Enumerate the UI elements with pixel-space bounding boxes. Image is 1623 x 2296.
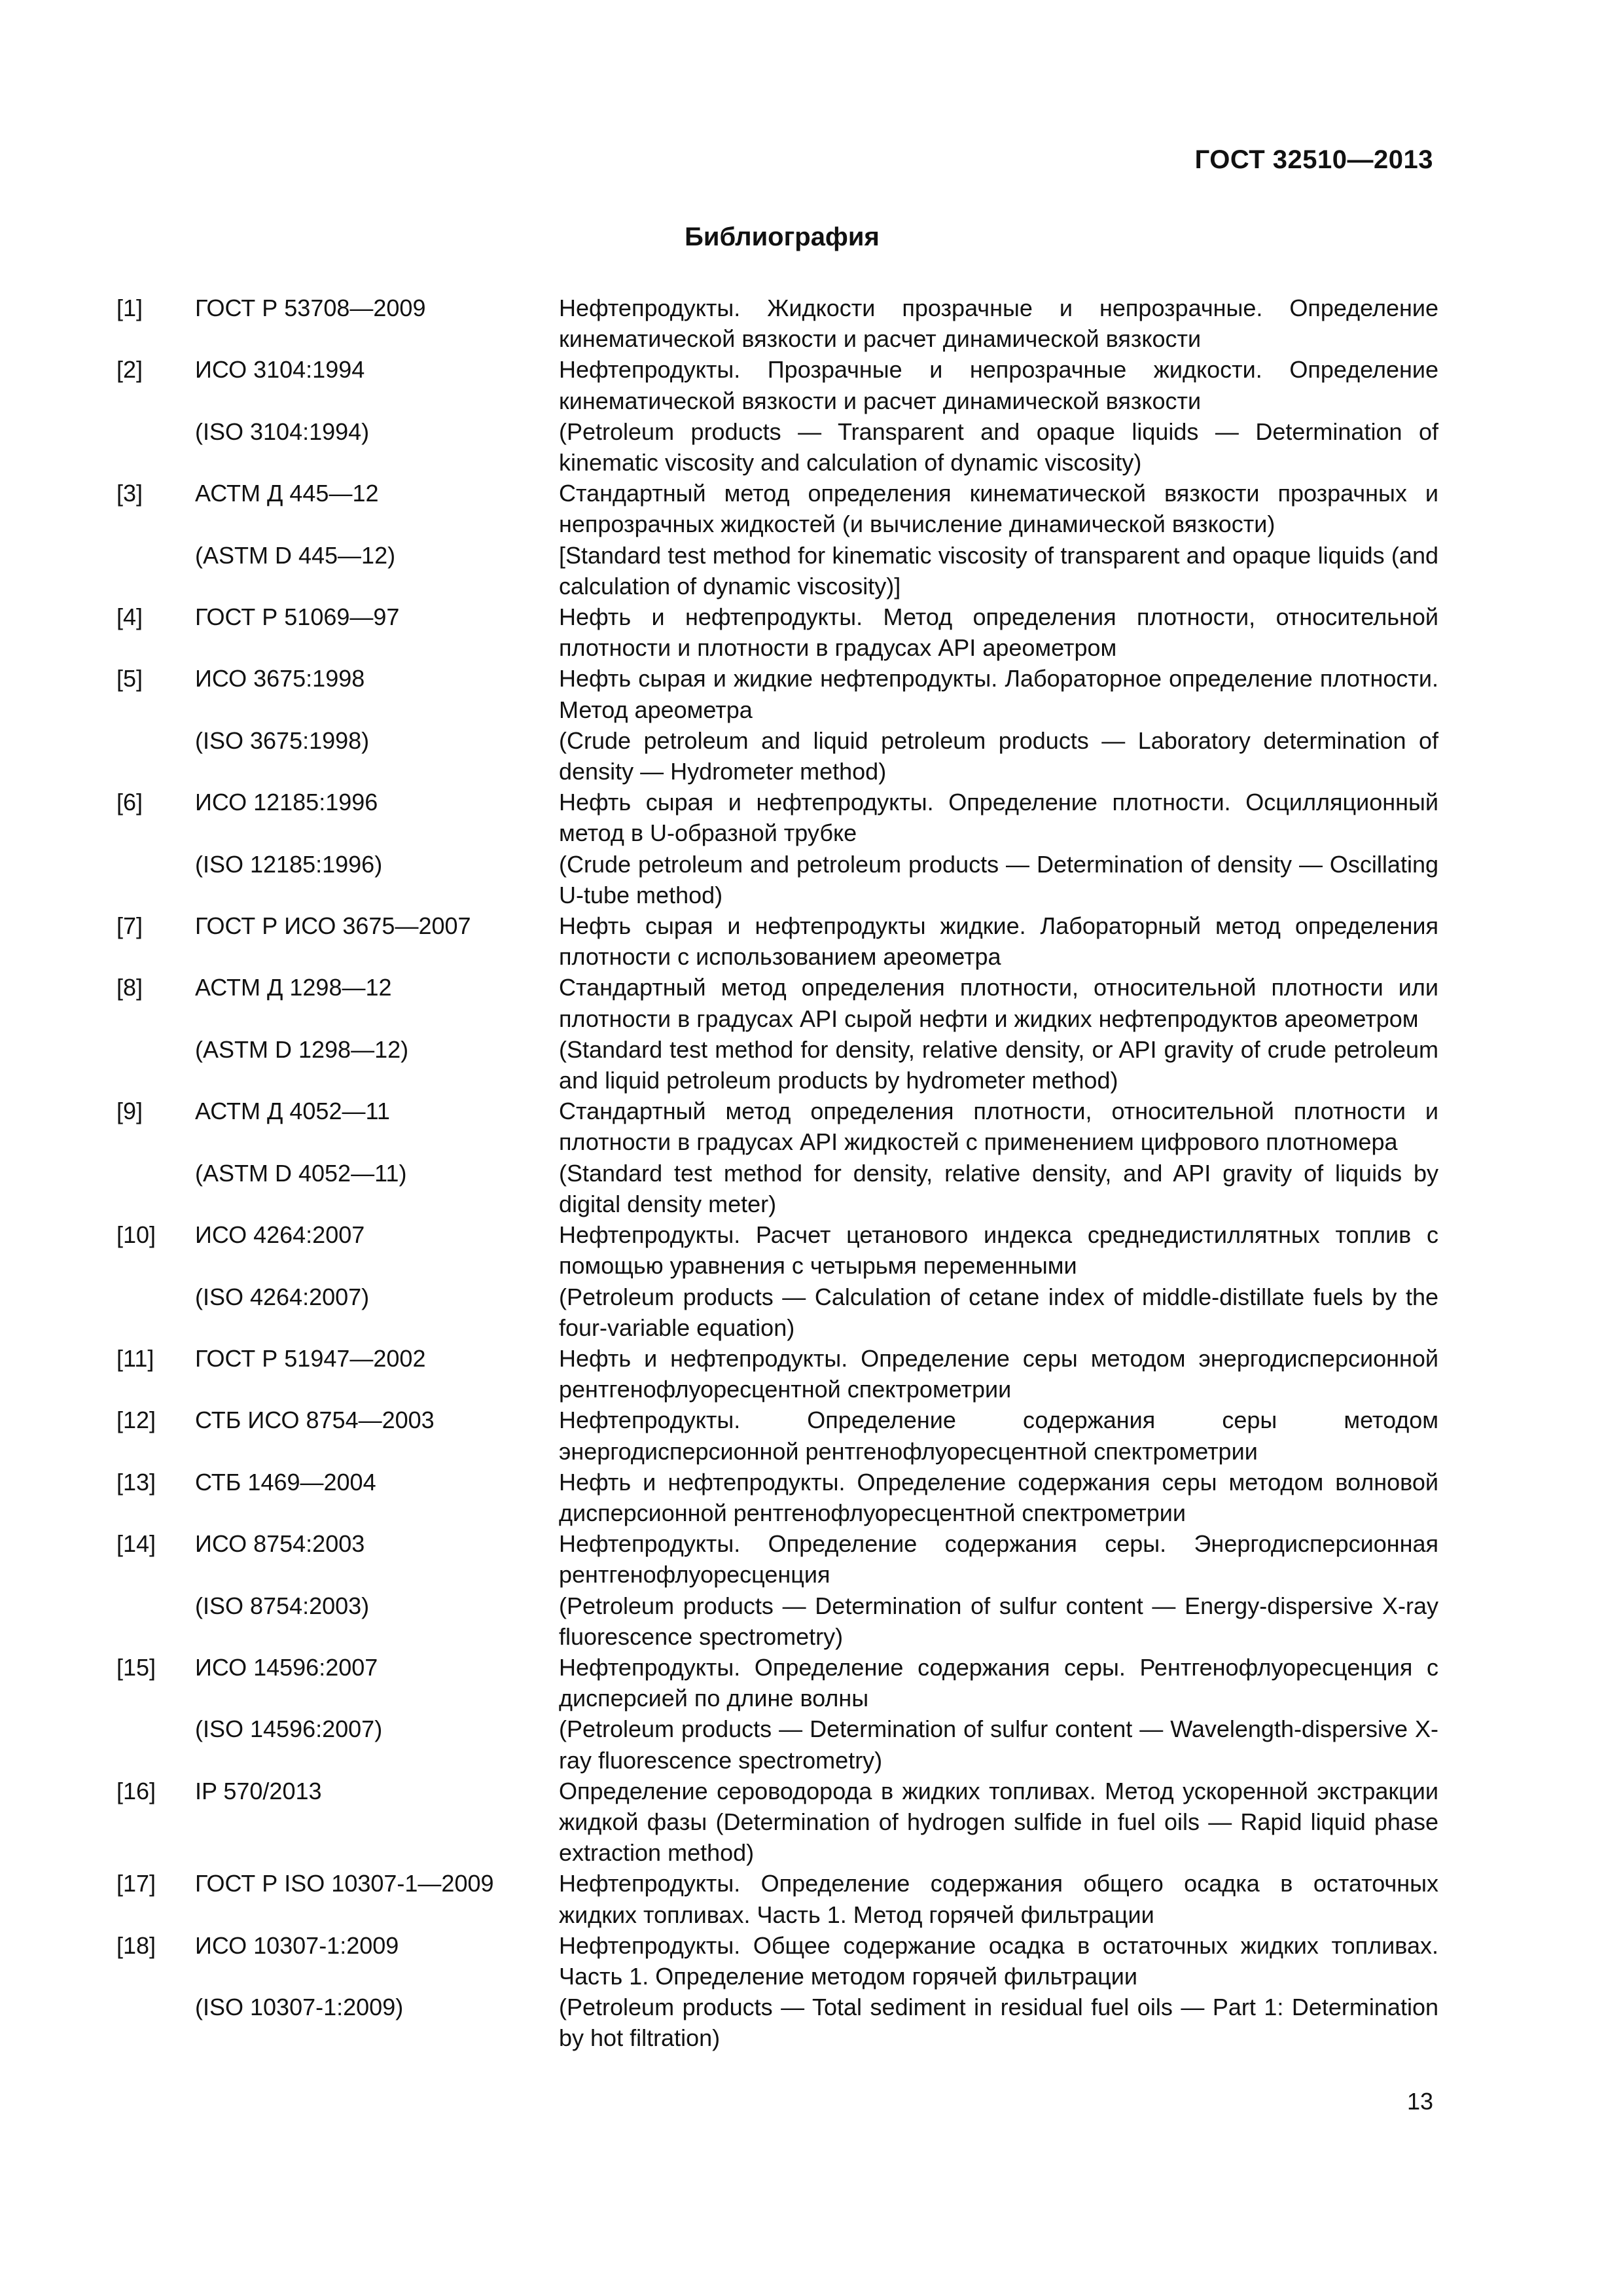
entry-number: [7]	[116, 912, 143, 940]
entry-description: Нефтепродукты. Расчет цетанового индекса среднедистиллятных топлив с помощью уравнения с четырьмя переменными	[559, 1221, 1438, 1280]
entry-code: ИСО 3104:1994	[195, 356, 365, 384]
entry-code: (ISO 10307-1:2009)	[195, 1994, 404, 2021]
entry-description: (Petroleum products — Determination of sulfur content — Energy-dispersive X-ray fluorescence spectrometry)	[559, 1592, 1438, 1650]
entry-number	[116, 1034, 195, 1096]
entry-number	[116, 1992, 195, 2053]
entry-description: Нефть сырая и жидкие нефтепродукты. Лабораторное определение плотности. Метод ареометра	[559, 665, 1438, 723]
entry-description: (Petroleum products — Total sediment in residual fuel oils — Part 1: Determination by hot filtration)	[559, 1994, 1438, 2052]
entry-number: [1]	[116, 295, 143, 321]
entry-code: АСТМ Д 445—12	[195, 480, 379, 507]
entry-number: [4]	[116, 603, 143, 631]
bibliography-entry	[116, 1467, 1438, 1528]
entry-number	[116, 1282, 195, 1343]
entry-number: [18]	[116, 1931, 156, 1959]
page-number: 13	[1406, 2088, 1433, 2115]
bibliography-entry	[116, 1930, 1438, 1992]
bibliography-entry	[116, 1528, 1438, 1590]
entry-description: (Petroleum products — Determination of sulfur content — Wavelength-dispersive X-ray fluorescence spectrometry)	[559, 1715, 1438, 1774]
entry-number: [17]	[116, 1870, 156, 1897]
entry-code: АСТМ Д 1298—12	[195, 974, 392, 1001]
entry-number	[116, 1158, 195, 1219]
entry-description: Нефтепродукты. Жидкости прозрачные и непрозрачные. Определение кинематической вязкости и расчет динамической вязкости	[559, 295, 1438, 353]
bibliography-entry	[116, 972, 1438, 1033]
entry-description: Нефтепродукты. Определение содержания общего осадка в остаточных жидких топливах. Часть 1. Метод горячей фильтрации	[559, 1870, 1438, 1928]
entry-number: [13]	[116, 1468, 156, 1496]
entry-number: [11]	[116, 1344, 154, 1372]
bibliography-entry	[116, 1713, 1438, 1775]
bibliography-entry	[116, 1282, 1438, 1343]
bibliography-entry	[116, 354, 1438, 416]
entry-description: Стандартный метод определения кинематической вязкости прозрачных и непрозрачных жидкостей (и вычисление динамической вязкости)	[559, 480, 1438, 538]
entry-number	[116, 1713, 195, 1775]
entry-number: [2]	[116, 356, 143, 384]
bibliography-entry	[116, 416, 1438, 478]
entry-number: [15]	[116, 1653, 156, 1681]
document-header: ГОСТ 32510—2013	[1194, 145, 1433, 174]
bibliography-entry	[116, 540, 1438, 601]
entry-number	[116, 540, 195, 601]
entry-description: Стандартный метод определения плотности, относительной плотности и плотности в градусах API жидкостей с применением цифрового плотномера	[559, 1098, 1438, 1156]
entry-code: ГОСТ Р 53708—2009	[195, 295, 426, 321]
entry-code: ИСО 10307-1:2009	[195, 1931, 399, 1959]
entry-code: (ISO 12185:1996)	[195, 850, 383, 878]
entry-description: (Standard test method for density, relative density, and API gravity of liquids by digital density meter)	[559, 1159, 1438, 1217]
entry-code: (ISO 4264:2007)	[195, 1283, 370, 1310]
entry-code: ИСО 4264:2007	[195, 1221, 365, 1249]
bibliography-entry	[116, 1590, 1438, 1652]
entry-code: (ISO 3675:1998)	[195, 726, 370, 754]
bibliography-entry	[116, 910, 1438, 972]
entry-description: (Petroleum products — Transparent and opaque liquids — Determination of kinematic viscosity and calculation of dynamic viscosity)	[559, 418, 1438, 476]
entry-description: Нефтепродукты. Определение содержания серы методом энергодисперсионной рентгенофлуоресцентной спектрометрии	[559, 1407, 1438, 1465]
bibliography-entry	[116, 601, 1438, 663]
page-title: Библиография	[685, 223, 880, 251]
bibliography-entry	[116, 1776, 1438, 1869]
bibliography-entry	[116, 1652, 1438, 1713]
entry-number	[116, 725, 195, 787]
entry-description: (Crude petroleum and petroleum products — Determination of density — Oscillating U-tube method)	[559, 850, 1438, 908]
entry-number: [6]	[116, 789, 143, 816]
entry-description: Нефть сырая и нефтепродукты жидкие. Лабораторный метод определения плотности с использованием ареометра	[559, 912, 1438, 971]
entry-description: (Petroleum products — Calculation of cetane index of middle-distillate fuels by the four-variable equation)	[559, 1283, 1438, 1341]
bibliography-entry	[116, 725, 1438, 787]
entry-description: (Standard test method for density, relative density, or API gravity of crude petroleum and liquid petroleum products by hydrometer method)	[559, 1035, 1438, 1094]
entry-code: ГОСТ Р ИСО 3675—2007	[195, 912, 471, 940]
entry-description: Нефтепродукты. Прозрачные и непрозрачные жидкости. Определение кинематической вязкости и расчет динамической вязкости	[559, 356, 1438, 414]
bibliography-entry	[116, 663, 1438, 725]
entry-code: СТБ ИСО 8754—2003	[195, 1407, 435, 1434]
entry-code: СТБ 1469—2004	[195, 1468, 376, 1496]
entry-code: (ASTM D 1298—12)	[195, 1035, 409, 1063]
entry-code: ГОСТ Р 51947—2002	[195, 1344, 426, 1372]
entry-code: ИСО 14596:2007	[195, 1653, 378, 1681]
bibliography-entry	[116, 1219, 1438, 1281]
entry-code: IP 570/2013	[195, 1777, 322, 1804]
entry-code: ИСО 12185:1996	[195, 789, 378, 816]
bibliography-entry	[116, 1868, 1438, 1929]
bibliography-list	[116, 293, 1438, 2054]
bibliography-entry	[116, 1158, 1438, 1219]
entry-code: (ASTM D 4052—11)	[195, 1159, 407, 1187]
entry-number	[116, 849, 195, 910]
entry-number: [3]	[116, 480, 143, 507]
entry-description: Нефтепродукты. Общее содержание осадка в остаточных жидких топливах. Часть 1. Определение методом горячей фильтрации	[559, 1931, 1438, 1990]
entry-description: Нефть и нефтепродукты. Определение серы методом энергодисперсионной рентгенофлуоресцентной спектрометрии	[559, 1344, 1438, 1403]
entry-description: Нефтепродукты. Определение содержания серы. Рентгенофлуоресценция с дисперсией по длине волны	[559, 1653, 1438, 1712]
entry-description: Нефть сырая и нефтепродукты. Определение плотности. Осцилляционный метод в U-образной трубке	[559, 789, 1438, 847]
entry-number: [14]	[116, 1530, 156, 1558]
entry-number	[116, 1590, 195, 1652]
entry-description: [Standard test method for kinematic viscosity of transparent and opaque liquids (and calculation of dynamic viscosity)]	[559, 541, 1438, 600]
bibliography-entry	[116, 1034, 1438, 1096]
entry-number: [8]	[116, 974, 143, 1001]
entry-code: ИСО 8754:2003	[195, 1530, 365, 1558]
entry-code: ГОСТ Р ISO 10307-1—2009	[195, 1870, 494, 1897]
entry-description: Стандартный метод определения плотности, относительной плотности или плотности в градусах API сырой нефти и жидких нефтепродуктов ареометром	[559, 974, 1438, 1032]
bibliography-entry	[116, 1096, 1438, 1157]
entry-code: АСТМ Д 4052—11	[195, 1098, 390, 1125]
bibliography-entry	[116, 787, 1438, 848]
entry-number: [9]	[116, 1098, 143, 1125]
entry-code: (ISO 14596:2007)	[195, 1715, 383, 1743]
entry-code: (ISO 3104:1994)	[195, 418, 370, 445]
entry-number	[116, 416, 195, 478]
entry-description: Нефть и нефтепродукты. Метод определения плотности, относительной плотности и плотности в градусах API ареометром	[559, 603, 1438, 662]
bibliography-entry	[116, 478, 1438, 539]
entry-number: [5]	[116, 665, 143, 692]
entry-code: ГОСТ Р 51069—97	[195, 603, 400, 631]
bibliography-entry	[116, 293, 1438, 354]
entry-description: Определение сероводорода в жидких топливах. Метод ускоренной экстракции жидкой фазы (Determination of hydrogen sulfide in fuel oils — Rapid liquid phase extraction method)	[559, 1777, 1438, 1867]
entry-number: [16]	[116, 1777, 156, 1804]
bibliography-entry	[116, 1405, 1438, 1466]
bibliography-entry	[116, 849, 1438, 910]
bibliography-entry	[116, 1343, 1438, 1405]
entry-description: Нефтепродукты. Определение содержания серы. Энергодисперсионная рентгенофлуоресценция	[559, 1530, 1438, 1588]
bibliography-entry	[116, 1992, 1438, 2053]
entry-description: (Crude petroleum and liquid petroleum products — Laboratory determination of density — Hydrometer method)	[559, 726, 1438, 785]
entry-code: ИСО 3675:1998	[195, 665, 365, 692]
entry-code: (ISO 8754:2003)	[195, 1592, 370, 1619]
entry-code: (ASTM D 445—12)	[195, 541, 396, 569]
entry-number: [12]	[116, 1407, 156, 1434]
entry-description: Нефть и нефтепродукты. Определение содержания серы методом волновой дисперсионной рентгенофлуоресцентной спектрометрии	[559, 1468, 1438, 1526]
entry-number: [10]	[116, 1221, 156, 1249]
